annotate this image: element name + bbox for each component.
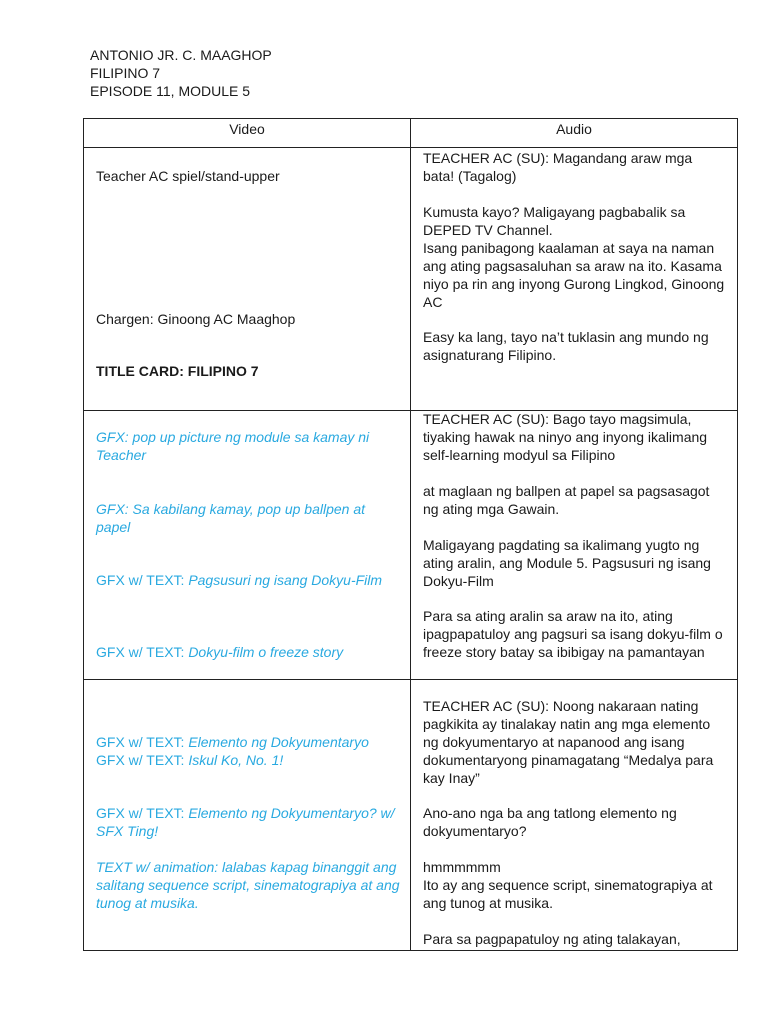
video-cue: TITLE CARD: FILIPINO 7 [96,363,259,379]
audio-line: Para sa ating aralin sa araw na ito, ating ipagpapatuloy ang pagsuri sa isang dokyu-film o freeze story batay sa ibibigay na pamantayan [423,608,723,660]
video-cue-text: Dokyu-film o freeze story [188,644,344,660]
subject-line: FILIPINO 7 [90,65,161,81]
episode-line: EPISODE 11, MODULE 5 [90,83,251,99]
table-row [84,411,738,680]
video-cue [96,571,400,589]
video-cue: TEXT w/ animation: lalabas kapag binanggit ang salitang sequence script, sinematograpiya at ang tunog at musika. [96,859,400,911]
audio-column-header: Audio [411,119,738,148]
video-cue-prefix: GFX w/ TEXT: [96,572,189,588]
video-cue: Teacher AC spiel/stand-upper [96,168,280,184]
video-cue-text: Iskul Ko, No. 1! [188,752,284,768]
video-cue [96,804,400,840]
video-cue-text: Elemento ng Dokyumentaryo [188,734,369,750]
video-cue: GFX: pop up picture ng module sa kamay ni Teacher [96,429,370,463]
video-cue-text: Pagsusuri ng isang Dokyu-Film [188,572,383,588]
table-header-row [84,119,738,148]
video-cue-text: Elemento ng Dokyumentaryo? w/ SFX Ting! [96,805,395,839]
audio-cell [411,148,738,411]
video-cue [96,733,400,751]
audio-line: TEACHER AC (SU): Bago tayo magsimula, tiyaking hawak na ninyo ang inyong ikalimang self-learning modyul sa Filipino [423,411,708,463]
author-name: ANTONIO JR. C. MAAGHOP [90,47,272,63]
audio-line: Ano-ano nga ba ang tatlong elemento ng dokyumentaryo? [423,805,677,839]
table-row [84,148,738,411]
audio-line: at maglaan ng ballpen at papel sa pagsasagot ng ating mga Gawain. [423,483,710,517]
audio-cell [411,680,738,951]
video-cue: GFX: Sa kabilang kamay, pop up ballpen at papel [96,501,366,535]
audio-line: Kumusta kayo? Maligayang pagbabalik sa DEPED TV Channel. Isang panibagong kaalaman at saya na naman ang ating pagsasaluhan sa araw na ito. Kasama niyo pa rin ang inyong Gurong Lingkod, Ginoong AC [423,204,725,310]
document-header [90,46,272,100]
audio-line: TEACHER AC (SU): Magandang araw mga bata! (Tagalog) [423,150,693,184]
video-cell [84,148,411,411]
video-cue-prefix: GFX w/ TEXT: [96,805,189,821]
video-cue: Chargen: Ginoong AC Maaghop [96,311,296,327]
audio-line: Para sa pagpapatuloy ng ating talakayan, [423,931,681,947]
audio-line: hmmmmmm Ito ay ang sequence script, sinematograpiya at ang tunog at musika. [423,859,713,911]
video-cue-prefix: GFX w/ TEXT: [96,752,189,768]
video-cue-prefix: GFX w/ TEXT: [96,644,189,660]
audio-line: Maligayang pagdating sa ikalimang yugto ng ating aralin, ang Module 5. Pagsusuri ng isang Dokyu-Film [423,537,711,589]
video-column-header: Video [84,119,411,148]
script-table [83,118,738,951]
audio-line: Easy ka lang, tayo na’t tuklasin ang mundo ng asignaturang Filipino. [423,329,709,363]
table-row [84,680,738,951]
audio-cell [411,411,738,680]
audio-line: TEACHER AC (SU): Noong nakaraan nating pagkikita ay tinalakay natin ang mga elemento ng dokyumentaryo at napanood ang isang dokumentaryong pinamagatang “Medalya para kay Inay” [423,698,714,786]
video-cue [96,751,400,769]
video-cue [96,643,400,661]
video-cell [84,411,411,680]
video-cell [84,680,411,951]
video-cue-prefix: GFX w/ TEXT: [96,734,189,750]
